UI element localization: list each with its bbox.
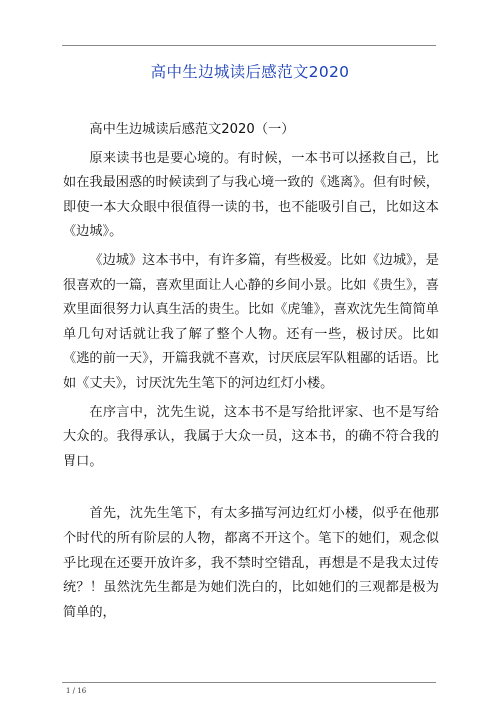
paragraph: 原来读书也是要心境的。有时候，一本书可以拯救自己，比如在我最困惑的时候读到了与我心境一致的《逃离》。但有时候，即使一本大众眼中很值得一读的书，也不能吸引自己，比如这本《边城》。: [63, 150, 439, 240]
footer-rule: [62, 682, 436, 683]
paragraph: 首先，沈先生笔下，有太多描写河边红灯小楼，似乎在他那个时代的所有阶层的人物，都离不开这个。笔下的她们，观念似乎比现在还要开放许多，我不禁时空错乱，再想是不是我太过传统？！虽然沈先生都是为她们洗白的，比如她们的三观都是极为简单的，: [63, 506, 439, 620]
document-body: [63, 118, 439, 629]
document-title: 高中生边城读后感范文2020: [150, 63, 350, 81]
paragraph-subtitle: 高中生边城读后感范文2020（一）: [89, 122, 295, 137]
paragraph: 《边城》这本书中，有许多篇，有些极爱。比如《边城》，是很喜欢的一篇，喜欢里面让人心静的乡间小景。比如《贵生》，喜欢里面很努力认真生活的贵生。比如《虎雏》，喜欢沈先生简简单单几句对话就让我了解了整个人物。还有一些，极讨厌。比如《逃的前一天》，开篇我就不喜欢，讨厌底层军队粗鄙的话语。比如《丈夫》，讨厌沈先生笔下的河边红灯小楼。: [63, 252, 439, 391]
page-indicator: 1 / 16: [66, 687, 87, 695]
paragraph: 在序言中，沈先生说，这本书不是写给批评家、也不是写给大众的。我得承认，我属于大众一员，这本书，的确不符合我的胃口。: [63, 404, 439, 469]
header-rule: [62, 45, 436, 46]
